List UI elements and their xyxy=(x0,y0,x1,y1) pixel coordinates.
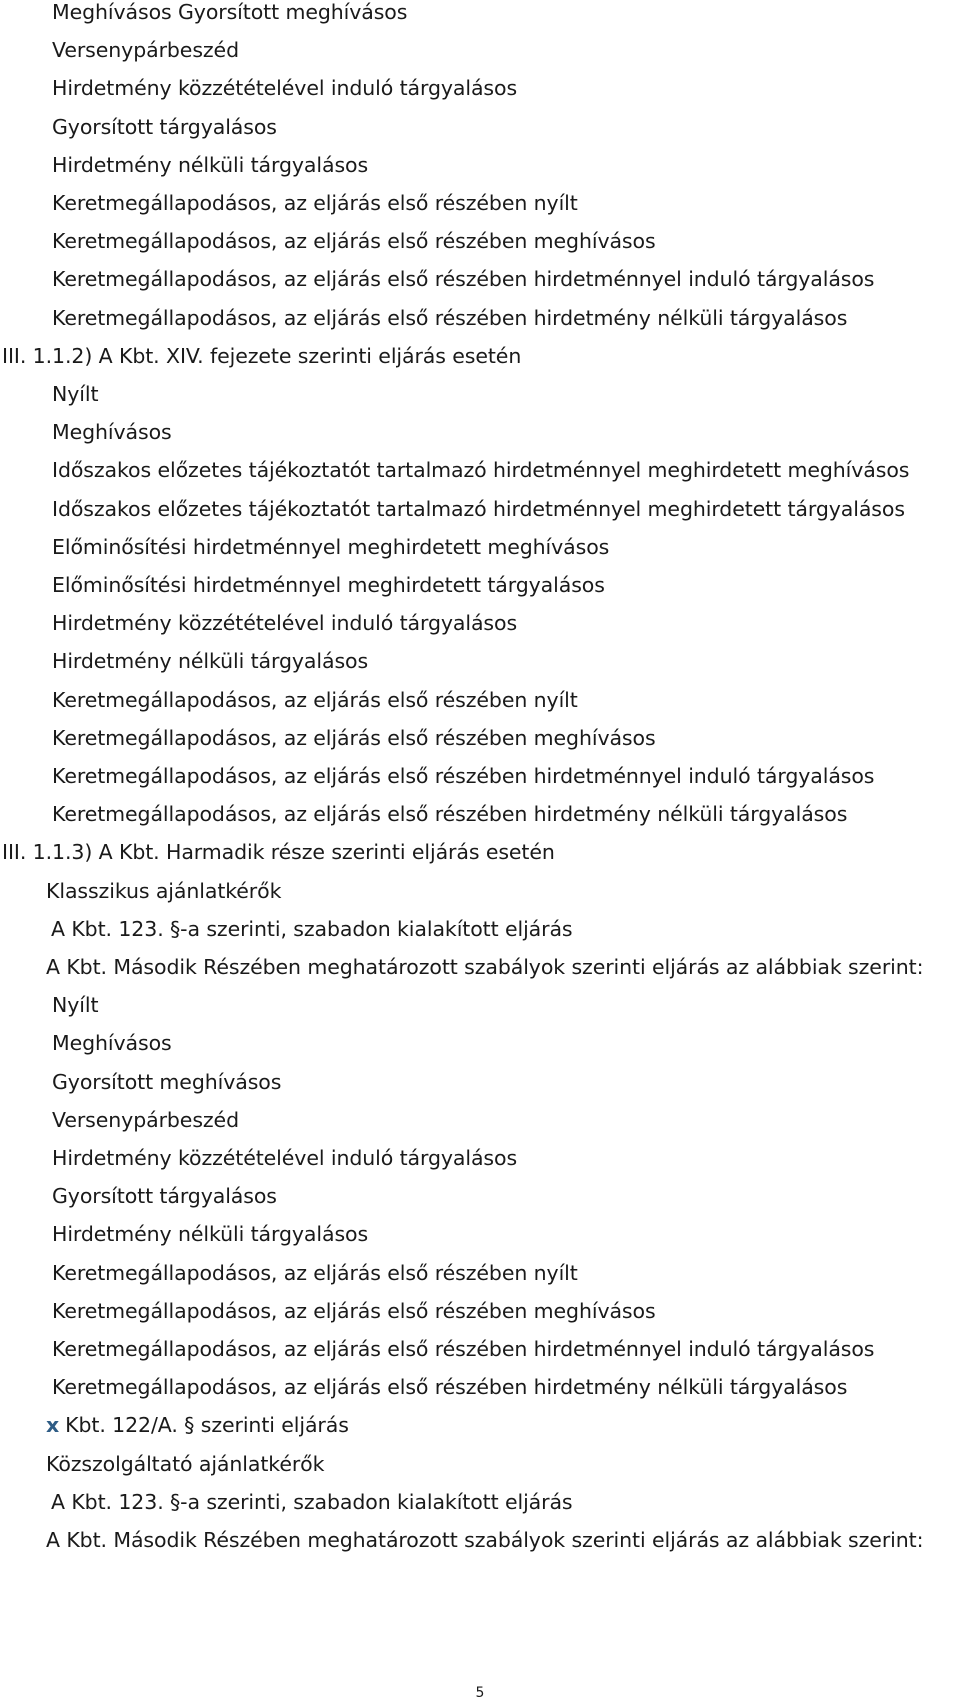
document-line xyxy=(52,191,578,215)
line-text: Meghívásos xyxy=(52,1031,172,1056)
document-line xyxy=(52,267,874,291)
line-text: Gyorsított tárgyalásos xyxy=(52,114,277,139)
line-text: Hirdetmény nélküli tárgyalásos xyxy=(52,1222,369,1247)
document-line xyxy=(52,1184,277,1208)
document-line xyxy=(52,993,98,1017)
line-text: Keretmegállapodásos, az eljárás első részében meghívásos xyxy=(52,725,656,750)
document-line xyxy=(52,535,609,559)
line-text: Hirdetmény közzétételével induló tárgyalásos xyxy=(52,76,518,101)
line-text: Klasszikus ajánlatkérők xyxy=(46,878,282,903)
line-text: A Kbt. Második Részében meghatározott szabályok szerinti eljárás az alábbiak szerint: xyxy=(46,955,924,979)
line-text: Gyorsított meghívásos xyxy=(52,1069,282,1094)
document-line xyxy=(52,115,277,139)
document-line xyxy=(46,955,923,979)
line-text: A Kbt. 123. §-a szerinti, szabadon kialakított eljárás xyxy=(51,916,573,941)
line-text: Hirdetmény közzétételével induló tárgyalásos xyxy=(52,611,518,636)
document-line xyxy=(51,1490,573,1514)
line-text: Hirdetmény nélküli tárgyalásos xyxy=(52,152,369,177)
line-text: III. 1.1.2) A Kbt. XIV. fejezete szerinti eljárás esetén xyxy=(2,343,522,368)
document-line xyxy=(52,382,98,406)
line-text: Időszakos előzetes tájékoztatót tartalmazó hirdetménnyel meghirdetett tárgyalásos xyxy=(52,496,905,521)
line-text: Meghívásos Gyorsított meghívásos xyxy=(52,0,408,24)
line-text: Nyílt xyxy=(52,382,99,406)
document-line xyxy=(52,802,847,826)
line-text: Keretmegállapodásos, az eljárás első részében meghívásos xyxy=(52,1298,656,1323)
line-text: Keretmegállapodásos, az eljárás első részében nyílt xyxy=(52,191,578,215)
document-line xyxy=(52,726,656,750)
document-line xyxy=(52,497,905,521)
document-line xyxy=(52,1375,847,1399)
line-text: Versenypárbeszéd xyxy=(52,38,239,63)
line-text: Közszolgáltató ajánlatkérők xyxy=(46,1451,325,1476)
document-line xyxy=(52,0,407,24)
line-text: Időszakos előzetes tájékoztatót tartalmazó hirdetménnyel meghirdetett meghívásos xyxy=(52,458,910,483)
document-line xyxy=(52,76,517,100)
line-text: Keretmegállapodásos, az eljárás első részében meghívásos xyxy=(52,229,656,254)
line-text: Gyorsított tárgyalásos xyxy=(52,1184,277,1209)
line-text: Kbt. 122/A. § szerinti eljárás xyxy=(65,1413,349,1438)
document-line xyxy=(46,1528,923,1552)
document-line xyxy=(46,879,281,903)
page-number: 5 xyxy=(475,1685,485,1701)
line-text: Keretmegállapodásos, az eljárás első részében hirdetménnyel induló tárgyalásos xyxy=(52,1337,875,1361)
line-text: Keretmegállapodásos, az eljárás első részében nyílt xyxy=(52,1260,578,1285)
document-line xyxy=(52,1070,281,1094)
line-text: III. 1.1.3) A Kbt. Harmadik része szerinti eljárás esetén xyxy=(2,840,555,865)
document-line xyxy=(52,611,517,635)
line-text: Keretmegállapodásos, az eljárás első részében hirdetménnyel induló tárgyalásos xyxy=(52,764,875,788)
line-text: Versenypárbeszéd xyxy=(52,1107,239,1132)
document-line xyxy=(52,229,656,253)
document-line xyxy=(52,38,239,62)
document-line xyxy=(52,573,605,597)
document-line xyxy=(52,306,847,330)
line-text: Hirdetmény közzétételével induló tárgyalásos xyxy=(52,1146,518,1170)
line-text: Előminősítési hirdetménnyel meghirdetett tárgyalásos xyxy=(52,573,605,597)
document-line xyxy=(52,1108,239,1132)
document-line xyxy=(46,1413,349,1437)
line-text: Keretmegállapodásos, az eljárás első részében hirdetmény nélküli tárgyalásos xyxy=(52,1375,848,1400)
document-line xyxy=(46,1452,324,1476)
line-text: Keretmegállapodásos, az eljárás első részében hirdetmény nélküli tárgyalásos xyxy=(52,802,848,827)
document-line xyxy=(2,840,555,864)
line-text: A Kbt. 123. §-a szerinti, szabadon kialakított eljárás xyxy=(51,1489,573,1514)
document-line xyxy=(2,344,521,368)
line-text: Hirdetmény nélküli tárgyalásos xyxy=(52,649,369,674)
document-line xyxy=(52,688,578,712)
document-line xyxy=(52,1222,368,1246)
document-line xyxy=(52,1031,172,1055)
line-text: Keretmegállapodásos, az eljárás első részében hirdetmény nélküli tárgyalásos xyxy=(52,305,848,330)
document-line xyxy=(52,1337,874,1361)
document-line xyxy=(52,153,368,177)
document-line xyxy=(52,1261,578,1285)
line-text: Meghívásos xyxy=(52,420,172,445)
document-line xyxy=(52,649,368,673)
line-text: Keretmegállapodásos, az eljárás első részében nyílt xyxy=(52,687,578,712)
line-text: Keretmegállapodásos, az eljárás első részében hirdetménnyel induló tárgyalásos xyxy=(52,267,875,292)
line-text: Nyílt xyxy=(52,993,99,1018)
document-line xyxy=(52,458,909,482)
document-line xyxy=(52,1146,517,1170)
document-line xyxy=(52,1299,656,1323)
document-line xyxy=(52,764,874,788)
selection-mark: x xyxy=(46,1413,60,1438)
line-text: Előminősítési hirdetménnyel meghirdetett meghívásos xyxy=(52,534,610,559)
document-line xyxy=(52,420,172,444)
line-text: A Kbt. Második Részében meghatározott szabályok szerinti eljárás az alábbiak szerint: xyxy=(46,1528,924,1552)
document-line xyxy=(51,917,573,941)
